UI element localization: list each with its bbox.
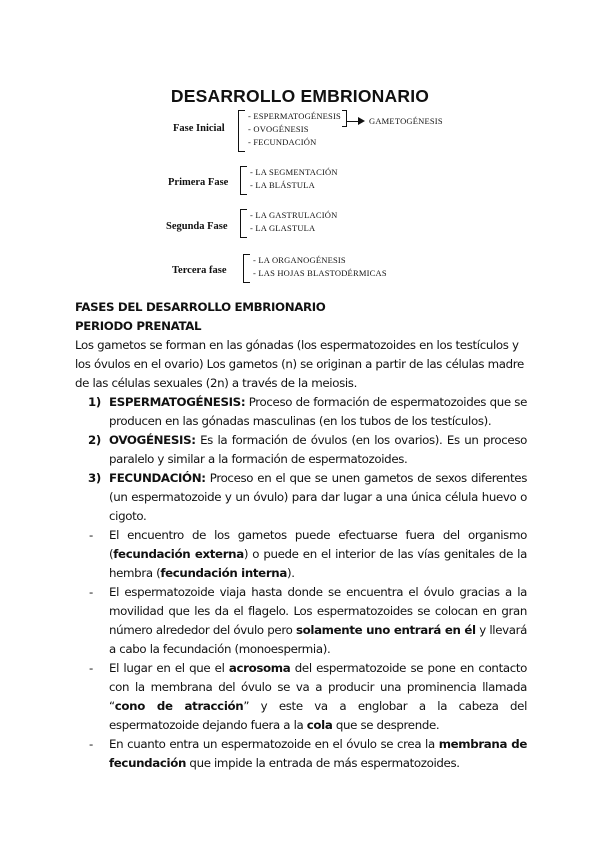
- numbered-list: [75, 393, 527, 526]
- phase-bracket: [243, 254, 250, 283]
- phases-diagram: [0, 0, 600, 300]
- arrow-icon: [358, 117, 365, 125]
- text-run: En cuanto entra un espermatozoide en el óvulo se crea la: [109, 737, 439, 751]
- list-marker: 1): [88, 395, 101, 409]
- bold-text: cono de atracción: [114, 699, 244, 713]
- phase-bracket: [238, 110, 245, 152]
- bold-text: cola: [306, 718, 333, 732]
- text-run: ” y este va a englobar a la cabeza del espermatozoide dejando fuera a la: [109, 699, 527, 732]
- text-run: El encuentro de los gametos puede efectuarse fuera del organismo (: [109, 528, 527, 561]
- list-marker: -: [89, 528, 93, 542]
- bullet-list: [75, 526, 527, 773]
- phase-bracket: [240, 209, 247, 238]
- list-item: [75, 431, 527, 469]
- text-run: y llevará a cabo la fecundación (monoespermia).: [109, 623, 527, 656]
- phase-item: - LA ORGANOGÉNESIS: [253, 255, 346, 265]
- list-item: [75, 526, 527, 583]
- text-run: El lugar en el que el: [109, 661, 229, 675]
- phase-result: GAMETOGÉNESIS: [369, 116, 443, 126]
- phase-label: Fase Inicial: [173, 123, 225, 134]
- phase-item: - ESPERMATOGÉNESIS: [248, 111, 341, 121]
- list-item: [75, 659, 527, 735]
- bold-text: solamente uno entrará en él: [295, 623, 476, 637]
- list-marker: 3): [88, 471, 101, 485]
- bold-text: fecundación externa: [113, 547, 244, 561]
- list-item: [75, 583, 527, 659]
- list-marker: -: [89, 737, 93, 751]
- term: OVOGÉNESIS:: [109, 433, 196, 447]
- page-title: DESARROLLO EMBRIONARIO: [170, 85, 430, 106]
- text-run: ).: [286, 566, 295, 580]
- text-run: que se desprende.: [332, 718, 440, 732]
- phase-item: - LA SEGMENTACIÓN: [250, 167, 338, 177]
- list-marker: -: [89, 585, 93, 599]
- list-marker: -: [89, 661, 93, 675]
- phase-label: Primera Fase: [168, 177, 229, 188]
- text-run: El espermatozoide viaja hasta donde se encuentra el óvulo gracias a la movilidad que les da el flagelo. Los espermatozoides se colocan en gran número alrededor del óvulo pero: [109, 585, 527, 637]
- bold-text: acrosoma: [228, 661, 291, 675]
- term: FECUNDACIÓN:: [109, 471, 206, 485]
- phase-item: - FECUNDACIÓN: [248, 137, 317, 147]
- text-run: que impide la entrada de más espermatozoides.: [186, 756, 460, 770]
- list-item: [75, 393, 527, 431]
- phase-item: - OVOGÉNESIS: [248, 124, 309, 134]
- phase-item: - LA BLÁSTULA: [250, 180, 315, 190]
- phase-item: - LA GASTRULACIÓN: [250, 210, 338, 220]
- text-run: ) o puede en el interior de las vías genitales de la hembra (: [109, 547, 527, 580]
- document-body: [75, 298, 527, 773]
- term: ESPERMATOGÉNESIS:: [109, 395, 246, 409]
- intro-paragraph: Los gametos se forman en las gónadas (los espermatozoides en los testículos y los óvulos en el ovario) Los gametos (n) se originan a partir de las células madre de las células sexuales (2n) a través de la meiosis.: [75, 338, 524, 390]
- definition: Es la formación de óvulos (en los ovarios). Es un proceso paralelo y similar a la formación de espermatozoides.: [109, 433, 527, 466]
- list-item: [75, 735, 527, 773]
- subheading: PERIODO PRENATAL: [75, 319, 202, 333]
- group-bracket: [342, 110, 347, 127]
- phase-label: Tercera fase: [172, 265, 227, 276]
- definition: Proceso de formación de espermatozoides que se producen en las gónadas masculinas (en los tubos de los testículos).: [109, 395, 527, 428]
- phase-item: - LAS HOJAS BLASTODÉRMICAS: [253, 268, 387, 278]
- phase-bracket: [240, 166, 247, 195]
- phase-item: - LA GLASTULA: [250, 223, 316, 233]
- text-run: del espermatozoide se pone en contacto con la membrana del óvulo se va a producir una prominencia llamada “: [109, 661, 527, 713]
- list-item: [75, 469, 527, 526]
- list-marker: 2): [88, 433, 101, 447]
- bold-text: membrana de fecundación: [109, 737, 527, 770]
- phase-label: Segunda Fase: [166, 221, 228, 232]
- definition: Proceso en el que se unen gametos de sexos diferentes (un espermatozoide y un óvulo) para dar lugar a una única célula huevo o cigoto.: [109, 471, 527, 523]
- section-heading: FASES DEL DESARROLLO EMBRIONARIO: [75, 300, 326, 314]
- bold-text: fecundación interna: [160, 566, 287, 580]
